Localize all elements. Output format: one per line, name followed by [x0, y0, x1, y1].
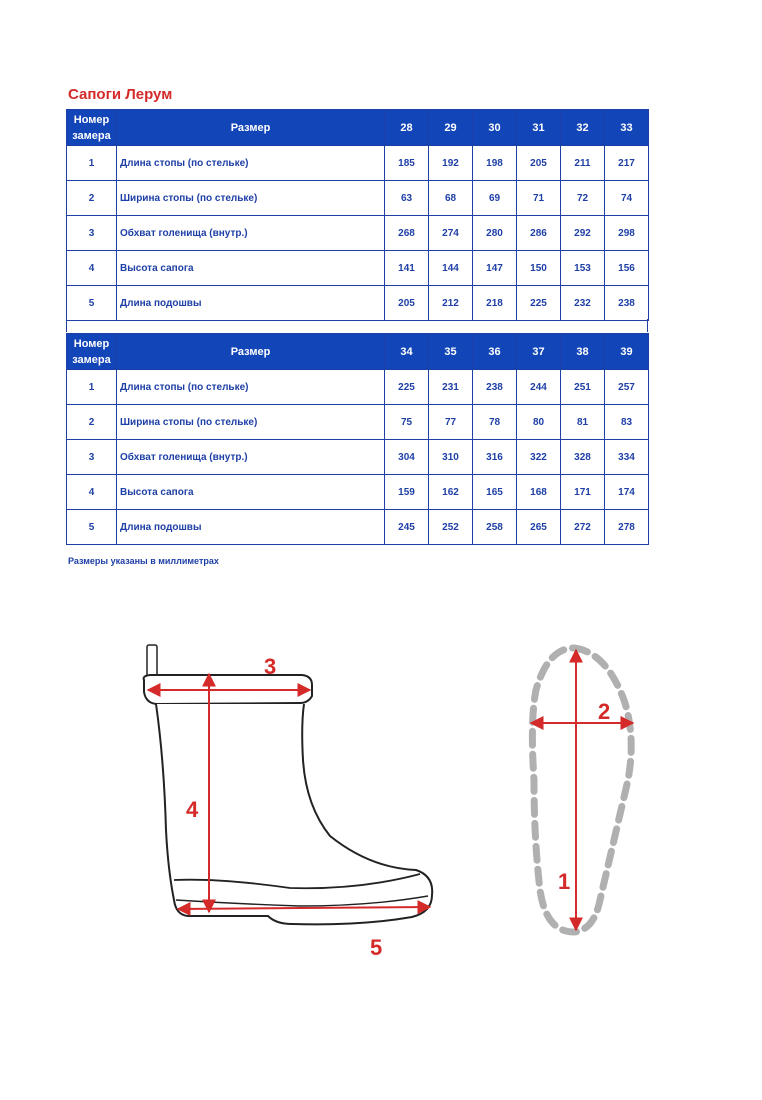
table-cell: 292 [561, 216, 605, 251]
header-size: Размер [117, 110, 385, 146]
measure-name: Обхват голенища (внутр.) [117, 216, 385, 251]
table-cell: 192 [429, 146, 473, 181]
table-row [67, 475, 649, 510]
table-header-row [67, 334, 649, 370]
table-cell: 77 [429, 405, 473, 440]
header-size-value: 35 [429, 334, 473, 370]
table-cell: 251 [561, 370, 605, 405]
table-cell: 156 [605, 251, 649, 286]
table-cell: 165 [473, 475, 517, 510]
table-cell: 153 [561, 251, 605, 286]
header-size-value: 34 [385, 334, 429, 370]
header-size-value: 39 [605, 334, 649, 370]
table-cell: 81 [561, 405, 605, 440]
table-cell: 328 [561, 440, 605, 475]
table-cell: 162 [429, 475, 473, 510]
table-cell: 80 [517, 405, 561, 440]
measure-number: 3 [67, 216, 117, 251]
table-cell: 217 [605, 146, 649, 181]
table-cell: 257 [605, 370, 649, 405]
table-cell: 69 [473, 181, 517, 216]
measure-name: Обхват голенища (внутр.) [117, 440, 385, 475]
table-cell: 71 [517, 181, 561, 216]
insole-illustration [532, 648, 631, 932]
table-cell: 252 [429, 510, 473, 545]
table-cell: 244 [517, 370, 561, 405]
header-size-value: 29 [429, 110, 473, 146]
table-cell: 168 [517, 475, 561, 510]
table-cell: 205 [385, 286, 429, 321]
boot-illustration [144, 645, 433, 924]
measure-number: 5 [67, 286, 117, 321]
table-cell: 63 [385, 181, 429, 216]
size-table-1 [66, 109, 649, 321]
measure-name: Высота сапога [117, 251, 385, 286]
boot-pull-tab [147, 645, 157, 678]
header-size-value: 33 [605, 110, 649, 146]
header-size-value: 28 [385, 110, 429, 146]
table-cell: 185 [385, 146, 429, 181]
table-row [67, 251, 649, 286]
table-cell: 159 [385, 475, 429, 510]
measure-name: Ширина стопы (по стельке) [117, 181, 385, 216]
table-cell: 198 [473, 146, 517, 181]
table-cell: 150 [517, 251, 561, 286]
insole-outline [532, 648, 631, 932]
table-cell: 225 [517, 286, 561, 321]
table-cell: 274 [429, 216, 473, 251]
measure-number: 1 [67, 370, 117, 405]
measure-name: Длина подошвы [117, 510, 385, 545]
table-cell: 310 [429, 440, 473, 475]
measure-number: 5 [67, 510, 117, 545]
measure-5-label: 5 [370, 935, 383, 960]
header-measure-number: Номер замера [67, 110, 117, 146]
table-row [67, 370, 649, 405]
table-cell: 171 [561, 475, 605, 510]
table-spacer [66, 319, 648, 332]
table-row [67, 405, 649, 440]
table-cell: 232 [561, 286, 605, 321]
measure-3-label: 3 [264, 654, 277, 679]
header-size: Размер [117, 334, 385, 370]
measure-number: 1 [67, 146, 117, 181]
measure-name: Длина стопы (по стельке) [117, 370, 385, 405]
table-cell: 238 [605, 286, 649, 321]
units-note: Размеры указаны в миллиметрах [68, 556, 219, 566]
table-cell: 75 [385, 405, 429, 440]
table-cell: 278 [605, 510, 649, 545]
measure-number: 3 [67, 440, 117, 475]
table-cell: 83 [605, 405, 649, 440]
header-size-value: 36 [473, 334, 517, 370]
table-cell: 147 [473, 251, 517, 286]
header-size-value: 31 [517, 110, 561, 146]
page-title: Сапоги Лерум [68, 86, 173, 103]
table-cell: 304 [385, 440, 429, 475]
table-cell: 231 [429, 370, 473, 405]
measure-1-label: 1 [558, 869, 571, 894]
table-cell: 258 [473, 510, 517, 545]
table-cell: 212 [429, 286, 473, 321]
table-cell: 268 [385, 216, 429, 251]
table-row [67, 510, 649, 545]
table-cell: 68 [429, 181, 473, 216]
table-cell: 322 [517, 440, 561, 475]
table-cell: 280 [473, 216, 517, 251]
table-cell: 298 [605, 216, 649, 251]
table-cell: 78 [473, 405, 517, 440]
table-cell: 72 [561, 181, 605, 216]
table-row [67, 440, 649, 475]
table-cell: 225 [385, 370, 429, 405]
measure-2-label: 2 [598, 699, 611, 724]
measure-number: 4 [67, 251, 117, 286]
table-cell: 265 [517, 510, 561, 545]
header-size-value: 32 [561, 110, 605, 146]
table-header-row [67, 110, 649, 146]
table-cell: 211 [561, 146, 605, 181]
table-cell: 286 [517, 216, 561, 251]
table-cell: 174 [605, 475, 649, 510]
table-cell: 144 [429, 251, 473, 286]
table-cell: 272 [561, 510, 605, 545]
measure-name: Ширина стопы (по стельке) [117, 405, 385, 440]
table-cell: 218 [473, 286, 517, 321]
table-row [67, 216, 649, 251]
table-cell: 74 [605, 181, 649, 216]
measure-number: 2 [67, 181, 117, 216]
table-cell: 205 [517, 146, 561, 181]
table-row [67, 286, 649, 321]
measure-name: Высота сапога [117, 475, 385, 510]
table-cell: 334 [605, 440, 649, 475]
table-row [67, 181, 649, 216]
measure-name: Длина подошвы [117, 286, 385, 321]
table-cell: 238 [473, 370, 517, 405]
measurement-diagram [0, 620, 762, 980]
measure-4-label: 4 [186, 797, 199, 822]
table-cell: 316 [473, 440, 517, 475]
size-table-2 [66, 333, 649, 545]
header-size-value: 38 [561, 334, 605, 370]
table-cell: 141 [385, 251, 429, 286]
measure-name: Длина стопы (по стельке) [117, 146, 385, 181]
measure-number: 2 [67, 405, 117, 440]
header-size-value: 37 [517, 334, 561, 370]
table-row [67, 146, 649, 181]
table-cell: 245 [385, 510, 429, 545]
header-measure-number: Номер замера [67, 334, 117, 370]
measure-number: 4 [67, 475, 117, 510]
header-size-value: 30 [473, 110, 517, 146]
